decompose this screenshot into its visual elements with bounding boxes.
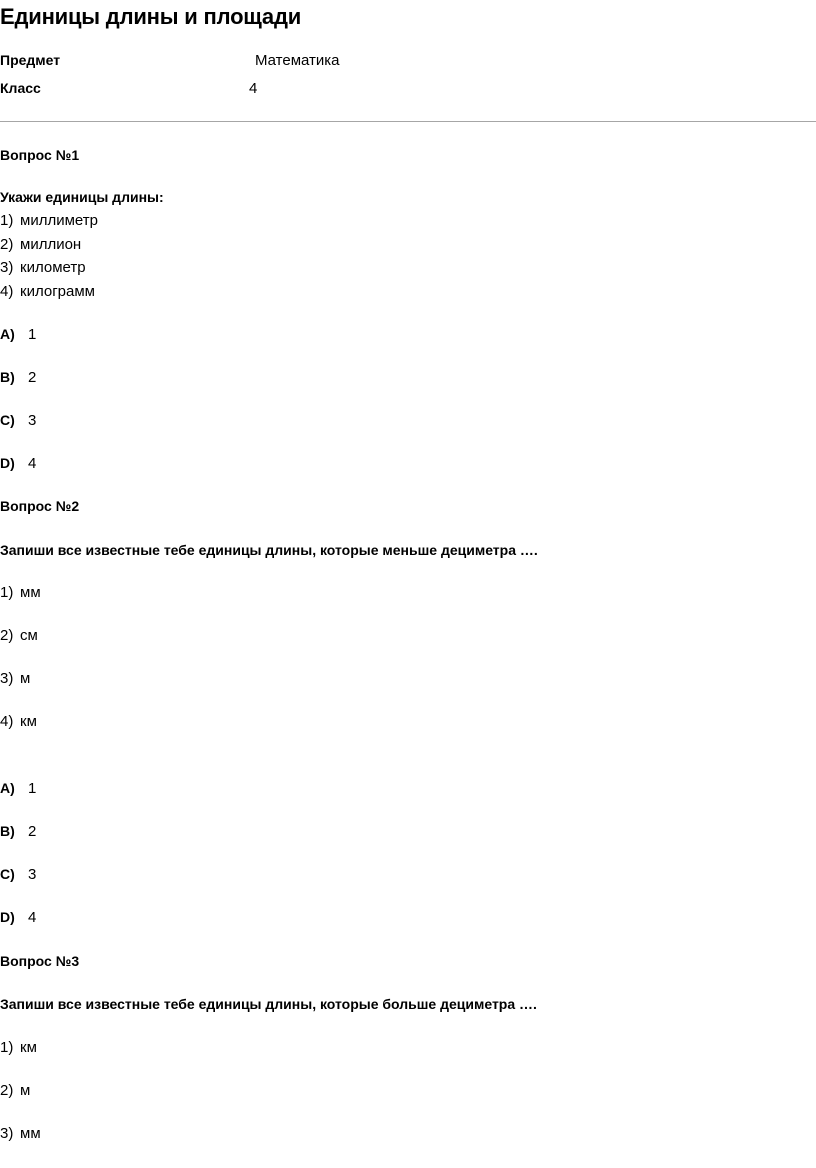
question-1-answer-a[interactable] <box>0 326 36 343</box>
question-1-item <box>0 259 86 276</box>
answer-letter: A) <box>0 780 15 796</box>
item-number: 2) <box>0 1082 14 1099</box>
item-number: 2) <box>0 627 14 644</box>
item-text: км <box>20 713 37 730</box>
question-2-answer-a[interactable] <box>0 780 36 797</box>
item-number: 3) <box>0 670 14 687</box>
page-title: Единицы длины и площади <box>0 4 302 29</box>
answer-letter: B) <box>0 823 15 839</box>
answer-value: 2 <box>28 823 37 840</box>
item-number: 3) <box>0 1125 14 1142</box>
answer-value: 2 <box>28 369 37 386</box>
item-number: 1) <box>0 584 14 601</box>
item-text: км <box>20 1039 37 1056</box>
item-text: мм <box>20 584 41 601</box>
question-2-answer-d[interactable] <box>0 909 36 926</box>
divider <box>0 121 816 122</box>
item-text: миллиметр <box>20 212 98 229</box>
subject-label: Предмет <box>0 52 61 68</box>
item-number: 1) <box>0 1039 14 1056</box>
question-2-item <box>0 670 30 687</box>
item-number: 4) <box>0 283 14 300</box>
question-3-text: Запиши все известные тебе единицы длины, которые больше дециметра …. <box>0 996 537 1012</box>
question-3-item <box>0 1082 30 1099</box>
question-1-item <box>0 212 98 229</box>
question-3-item <box>0 1125 41 1142</box>
answer-value: 1 <box>28 326 37 343</box>
question-2-text: Запиши все известные тебе единицы длины, которые меньше дециметра …. <box>0 542 538 558</box>
answer-letter: D) <box>0 909 15 925</box>
item-number: 1) <box>0 212 14 229</box>
item-number: 2) <box>0 236 14 253</box>
item-text: миллион <box>20 236 82 253</box>
question-1-item <box>0 283 95 300</box>
answer-letter: C) <box>0 412 15 428</box>
item-number: 4) <box>0 713 14 730</box>
subject-value: Математика <box>255 52 340 69</box>
question-2-item <box>0 584 41 601</box>
question-2-answer-c[interactable] <box>0 866 36 883</box>
grade-value: 4 <box>249 80 258 97</box>
answer-value: 4 <box>28 455 37 472</box>
item-text: м <box>20 670 31 687</box>
question-2-answer-b[interactable] <box>0 823 36 840</box>
answer-letter: D) <box>0 455 15 471</box>
answer-letter: B) <box>0 369 15 385</box>
answer-letter: A) <box>0 326 15 342</box>
question-1-answer-b[interactable] <box>0 369 36 386</box>
question-1-answer-c[interactable] <box>0 412 36 429</box>
question-2-heading: Вопрос №2 <box>0 498 80 514</box>
question-1-answer-d[interactable] <box>0 455 36 472</box>
answer-value: 3 <box>28 866 37 883</box>
item-text: м <box>20 1082 31 1099</box>
answer-value: 3 <box>28 412 37 429</box>
answer-value: 4 <box>28 909 37 926</box>
answer-value: 1 <box>28 780 37 797</box>
question-1-heading: Вопрос №1 <box>0 147 80 163</box>
question-2-item <box>0 627 38 644</box>
question-1-item <box>0 236 81 253</box>
question-2-item <box>0 713 37 730</box>
item-text: мм <box>20 1125 41 1142</box>
answer-letter: C) <box>0 866 15 882</box>
item-number: 3) <box>0 259 14 276</box>
grade-label: Класс <box>0 80 41 96</box>
question-1-text: Укажи единицы длины: <box>0 189 164 205</box>
question-3-item <box>0 1039 37 1056</box>
item-text: килограмм <box>20 283 95 300</box>
question-3-heading: Вопрос №3 <box>0 953 80 969</box>
item-text: см <box>20 627 38 644</box>
item-text: километр <box>20 259 86 276</box>
